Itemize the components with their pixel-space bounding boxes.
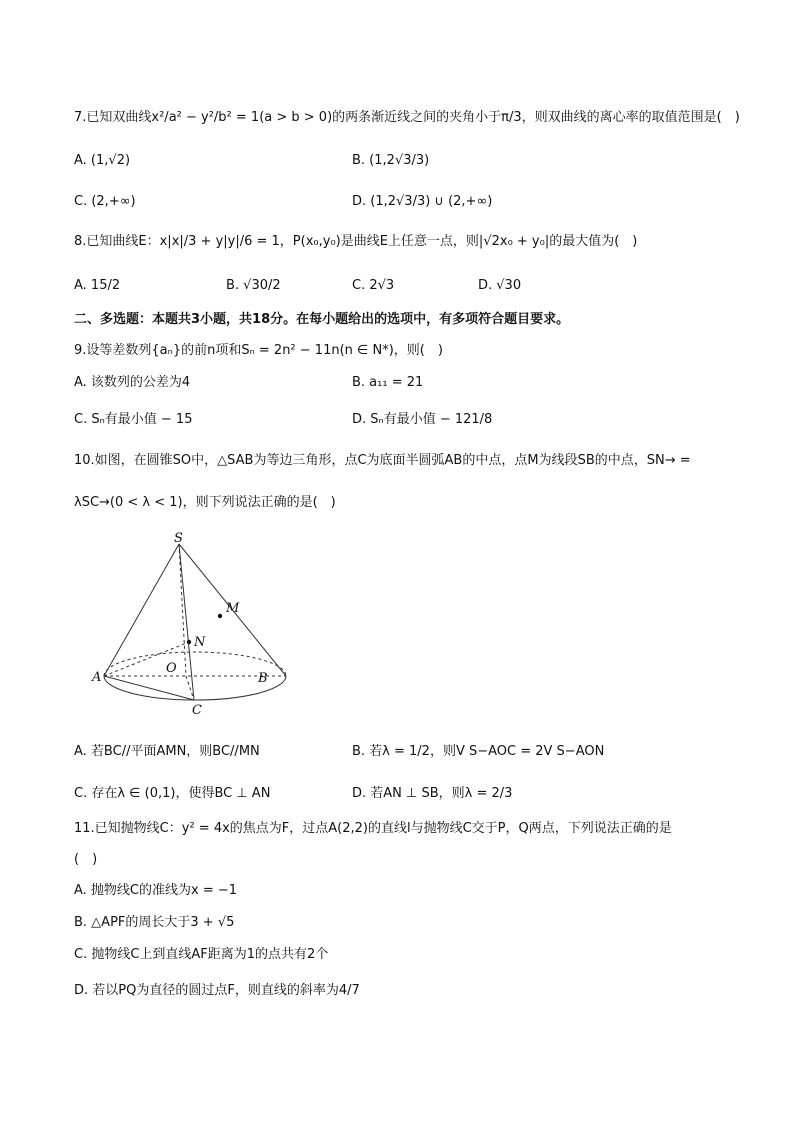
point-n (187, 640, 191, 644)
question-10-stem-line1: 10.如图，在圆锥SO中，△SAB为等边三角形，点C为底面半圆弧AB的中点，点M为线段SB的中点，SN→ = (74, 453, 691, 468)
cone-figure (88, 532, 288, 722)
label-n: N (194, 635, 206, 650)
question-9-stem: 9.设等差数列{aₙ}的前n项和Sₙ = 2n² − 11n(n ∈ N*)，则( ) (74, 343, 443, 358)
q10-option-d: D. 若AN ⊥ SB，则λ = 2/3 (352, 786, 513, 801)
q9-option-c: C. Sₙ有最小值 − 15 (74, 412, 193, 427)
q9-option-a: A. 该数列的公差为4 (74, 375, 191, 390)
q7-option-a: A. (1,√2) (74, 153, 131, 168)
q11-option-a: A. 抛物线C的准线为x = −1 (74, 883, 238, 898)
q10-option-a: A. 若BC//平面AMN，则BC//MN (74, 744, 260, 759)
label-b: B (258, 671, 268, 686)
question-11-stem-line2: ( ) (74, 852, 98, 867)
q10-option-c: C. 存在λ ∈ (0,1)，使得BC ⊥ AN (74, 786, 271, 801)
q8-option-a: A. 15/2 (74, 278, 121, 293)
q8-option-d: D. √30 (478, 278, 522, 293)
question-11-stem-line1: 11.已知抛物线C：y² = 4x的焦点为F，过点A(2,2)的直线l与抛物线C交于P，Q两点，下列说法正确的是 (74, 821, 672, 836)
question-10-stem-line2: λSC→(0 < λ < 1)，则下列说法正确的是( ) (74, 495, 336, 510)
label-s: S (174, 532, 183, 546)
q8-option-c: C. 2√3 (352, 278, 395, 293)
label-m: M (226, 601, 240, 616)
q9-option-d: D. Sₙ有最小值 − 121/8 (352, 412, 493, 427)
question-7-stem: 7.已知双曲线x²/a² − y²/b² = 1(a > b > 0)的两条渐近线之间的夹角小于π/3，则双曲线的离心率的取值范围是( ) (74, 110, 740, 125)
q7-option-d: D. (1,2√3/3) ∪ (2,+∞) (352, 194, 493, 209)
q11-option-d: D. 若以PQ为直径的圆过点F，则直线的斜率为4/7 (74, 983, 360, 998)
label-a: A (92, 670, 102, 685)
label-c: C (192, 703, 202, 718)
section-heading: 二、多选题：本题共3小题，共18分。在每小题给出的选项中，有多项符合题目要求。 (74, 312, 570, 327)
q11-option-b: B. △APF的周长大于3 + √5 (74, 915, 235, 930)
q9-option-b: B. a₁₁ = 21 (352, 375, 424, 390)
q7-option-c: C. (2,+∞) (74, 194, 136, 209)
q8-option-b: B. √30/2 (226, 278, 281, 293)
q11-option-c: C. 抛物线C上到直线AF距离为1的点共有2个 (74, 947, 329, 962)
question-8-stem: 8.已知曲线E：x|x|/3 + y|y|/6 = 1，P(x₀,y₀)是曲线E上任意一点，则|√2x₀ + y₀|的最大值为( ) (74, 234, 638, 249)
q7-option-b: B. (1,2√3/3) (352, 153, 430, 168)
label-o: O (166, 661, 177, 676)
q10-option-b: B. 若λ = 1/2，则V S−AOC = 2V S−AON (352, 744, 605, 759)
point-m (218, 614, 222, 618)
